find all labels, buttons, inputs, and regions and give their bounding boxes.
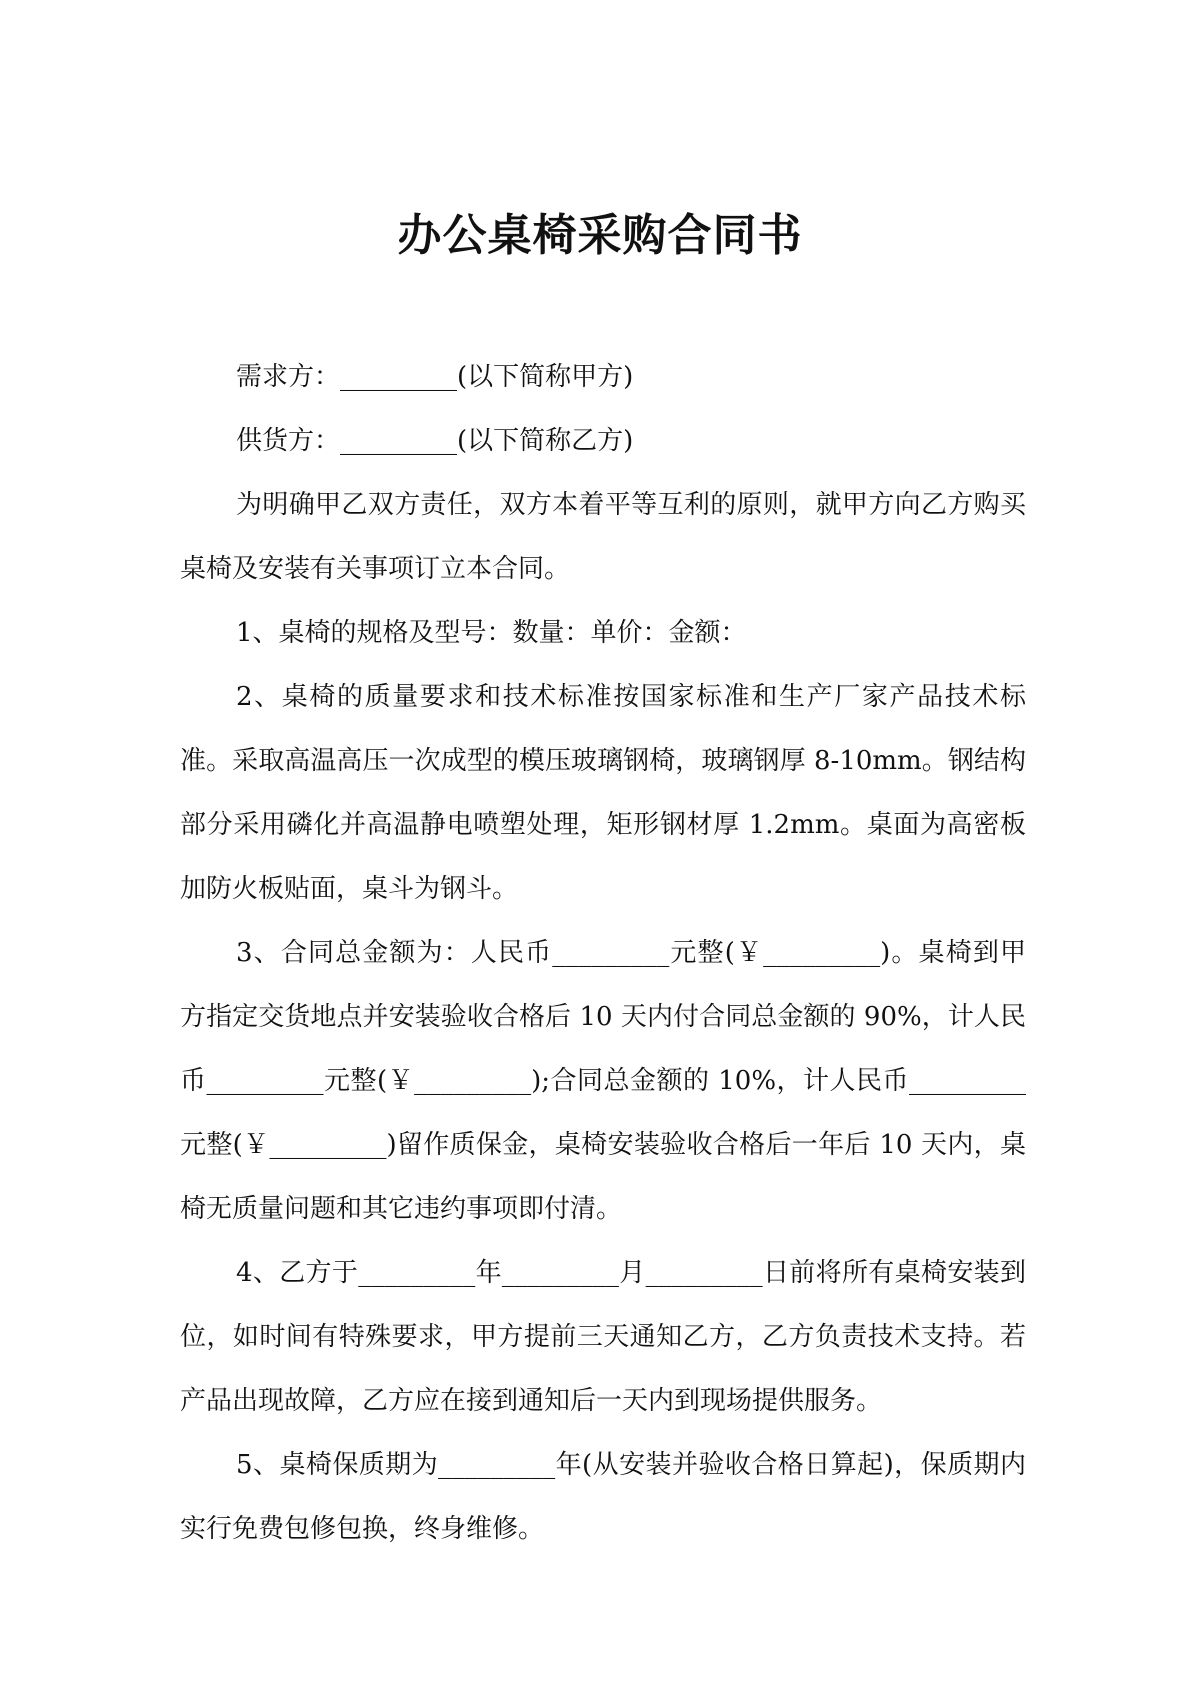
document-body — [180, 345, 1026, 1561]
clause-3: 3、合同总金额为：人民币_________元整(￥_________)。桌椅到甲方指定交货地点并安装验收合格后 10 天内付合同总金额的 90%，计人民币_________元整(￥_________);合同总金额的 10%，计人民币_________元整(￥_________)留作质保金，桌椅安装验收合格后一年后 10 天内，桌椅无质量问题和其它违约事项即付清。 — [180, 938, 1026, 1224]
document-title: 办公桌椅采购合同书 — [397, 210, 803, 261]
supplier-line: 供货方：_________(以下简称乙方) — [236, 426, 634, 456]
clause-2: 2、桌椅的质量要求和技术标准按国家标准和生产厂家产品技术标准。采取高温高压一次成型的模压玻璃钢椅，玻璃钢厚 8-10mm。钢结构部分采用磷化并高温静电喷塑处理，矩形钢材厚 1.2mm。桌面为高密板加防火板贴面，桌斗为钢斗。 — [180, 682, 1026, 904]
clause-5: 5、桌椅保质期为_________年(从安装并验收合格日算起)，保质期内实行免费包修包换，终身维修。 — [180, 1450, 1026, 1544]
clause-4: 4、乙方于_________年_________月_________日前将所有桌椅安装到位，如时间有特殊要求，甲方提前三天通知乙方，乙方负责技术支持。若产品出现故障，乙方应在接到通知后一天内到现场提供服务。 — [180, 1258, 1026, 1416]
preamble-paragraph: 为明确甲乙双方责任，双方本着平等互利的原则，就甲方向乙方购买桌椅及安装有关事项订立本合同。 — [180, 490, 1026, 584]
clause-1: 1、桌椅的规格及型号：数量：单价：金额： — [236, 618, 747, 648]
buyer-line: 需求方：_________(以下简称甲方) — [236, 362, 634, 392]
